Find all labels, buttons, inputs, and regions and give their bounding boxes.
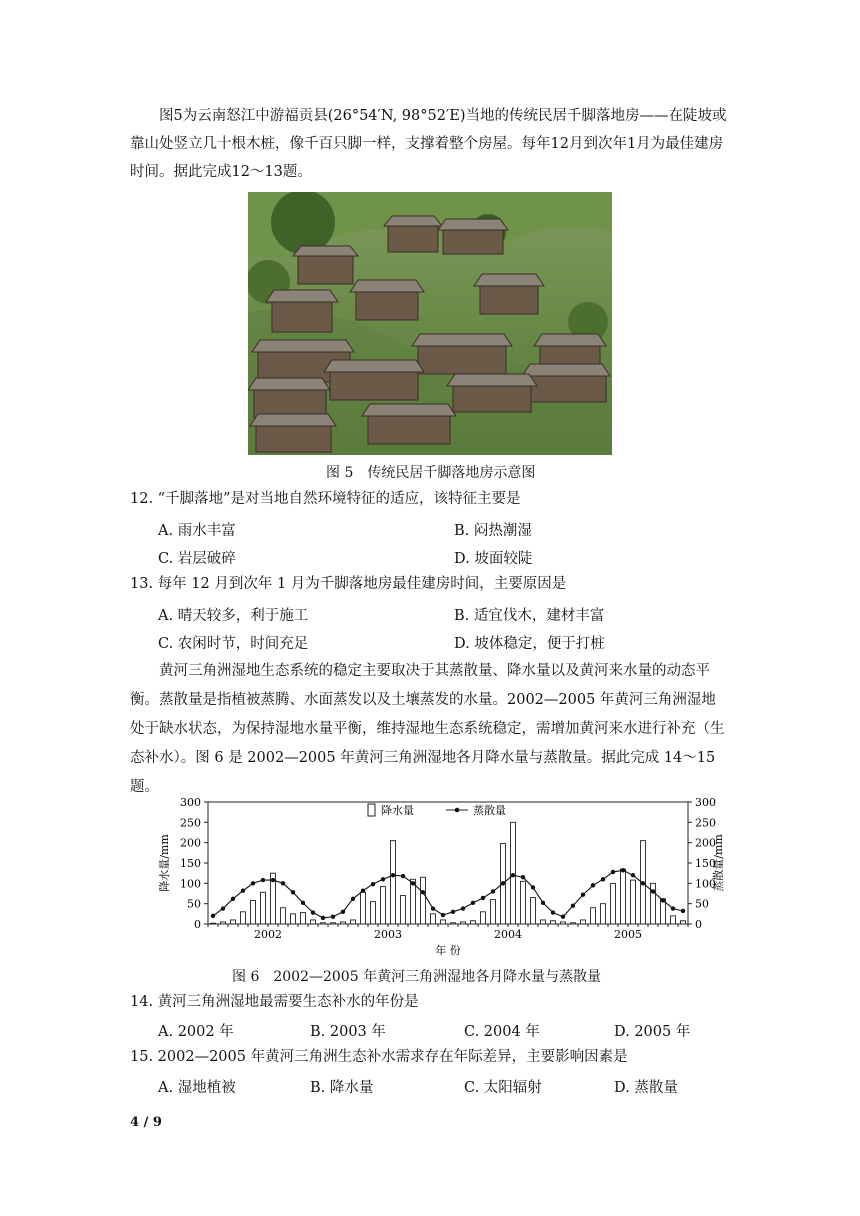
wetland-paragraph: 黄河三角洲湿地生态系统的稳定主要取决于其蒸散量、降水量以及黄河来水量的动态平衡。蒸散量是指植被蒸腾、水面蒸发以及土壤蒸发的水量。2002—2005 年黄河三角洲湿地处于缺水状态，为保持湿地水量平衡，维持湿地生态系统稳定，需增加黄河来水进行补充（生态补水）。图 6 是 2002—2005 年黄河三角洲湿地各月降水量与蒸散量。据此完成 14～15 题。 bbox=[130, 663, 725, 795]
evap-point bbox=[641, 881, 645, 885]
evap-point bbox=[341, 910, 345, 914]
precip-bar bbox=[341, 922, 346, 924]
q15-stem: 15. 2002—2005 年黄河三角洲生态补水需求存在年际差异，主要影响因素是 bbox=[130, 1049, 628, 1065]
evap-point bbox=[621, 868, 625, 872]
precip-bar bbox=[551, 921, 556, 924]
precip-bar bbox=[591, 908, 596, 924]
q12-option-c: C. 岩层破碎 bbox=[158, 551, 236, 567]
q15-option-c: C. 太阳辐射 bbox=[464, 1080, 542, 1096]
x-tick-label: 2004 bbox=[494, 928, 522, 941]
evap-point bbox=[661, 898, 665, 902]
precip-bar bbox=[371, 902, 376, 924]
legend-line-marker bbox=[455, 808, 460, 813]
evap-point bbox=[241, 888, 245, 892]
evap-point bbox=[491, 889, 495, 893]
precip-bar bbox=[581, 920, 586, 924]
evap-point bbox=[551, 910, 555, 914]
q14-option-c: C. 2004 年 bbox=[464, 1024, 540, 1040]
precip-bar bbox=[531, 898, 536, 924]
evap-point bbox=[501, 881, 505, 885]
x-tick-label: 2005 bbox=[614, 928, 642, 941]
evap-point bbox=[431, 906, 435, 910]
precip-bar bbox=[421, 877, 426, 924]
y-tick-label-right: 0 bbox=[695, 918, 702, 931]
precip-bar bbox=[331, 923, 336, 924]
precip-bar bbox=[381, 887, 386, 924]
precip-bar bbox=[631, 880, 636, 924]
q14-option-d: D. 2005 年 bbox=[614, 1024, 691, 1040]
evap-point bbox=[471, 901, 475, 905]
y-axis-title-right: 蒸散量/mm bbox=[712, 834, 725, 892]
evap-point bbox=[301, 901, 305, 905]
q12-option-d: D. 坡面较陡 bbox=[454, 551, 533, 567]
evap-point bbox=[581, 893, 585, 897]
y-tick-label-right: 50 bbox=[695, 897, 709, 911]
y-tick-label-left: 200 bbox=[180, 836, 201, 850]
precip-bar bbox=[321, 923, 326, 924]
evap-point bbox=[601, 877, 605, 881]
y-tick-label-left: 100 bbox=[180, 877, 201, 891]
legend-bar-swatch bbox=[368, 804, 375, 816]
intro-paragraph: 图5为云南怒江中游福贡县(26°54′N, 98°52′E)当地的传统民居千脚落地房——在陡坡或靠山处竖立几十根木桩，像千百只脚一样，支撑着整个房屋。每年12月到次年1月为最佳建房时间。据此完成12～13题。 bbox=[130, 108, 727, 180]
q15-option-b: B. 降水量 bbox=[310, 1080, 374, 1096]
y-tick-label-right: 200 bbox=[695, 836, 716, 850]
evap-point bbox=[461, 906, 465, 910]
y-tick-label-left: 50 bbox=[187, 897, 201, 911]
evap-point bbox=[211, 914, 215, 918]
q15-option-d: D. 蒸散量 bbox=[614, 1080, 678, 1096]
evap-point bbox=[351, 897, 355, 901]
evap-point bbox=[371, 882, 375, 886]
q14-option-b: B. 2003 年 bbox=[310, 1024, 386, 1040]
precip-bar bbox=[541, 920, 546, 924]
evap-point bbox=[271, 878, 275, 882]
precip-bar bbox=[361, 892, 366, 924]
precip-bar bbox=[431, 914, 436, 924]
q13-option-d: D. 坡体稳定，便于打桩 bbox=[454, 636, 605, 652]
precip-bar bbox=[231, 920, 236, 924]
y-tick-label-left: 300 bbox=[180, 796, 201, 809]
precip-bar bbox=[291, 914, 296, 924]
evap-point bbox=[561, 914, 565, 918]
y-tick-label-right: 150 bbox=[695, 857, 716, 870]
precip-bar bbox=[611, 883, 616, 924]
x-tick-label: 2002 bbox=[254, 928, 282, 941]
evap-point bbox=[381, 877, 385, 881]
precip-bar bbox=[401, 896, 406, 924]
evap-point bbox=[451, 910, 455, 914]
precip-bar bbox=[671, 916, 676, 924]
precip-bar bbox=[571, 923, 576, 924]
x-tick-label: 2003 bbox=[374, 928, 402, 941]
precip-bar bbox=[521, 881, 526, 924]
evap-point bbox=[331, 914, 335, 918]
q14-option-a: A. 2002 年 bbox=[158, 1024, 234, 1040]
y-tick-label-right: 250 bbox=[695, 816, 716, 830]
precip-bar bbox=[491, 900, 496, 924]
precip-bar bbox=[251, 900, 256, 924]
q13-option-c: C. 农闲时节，时间充足 bbox=[158, 636, 309, 652]
plot-frame bbox=[208, 802, 688, 924]
evap-point bbox=[481, 896, 485, 900]
precip-bar bbox=[621, 869, 626, 924]
evap-point bbox=[281, 881, 285, 885]
precip-evap-chart bbox=[150, 792, 730, 962]
q12-option-a: A. 雨水丰富 bbox=[158, 523, 236, 539]
evap-point bbox=[231, 897, 235, 901]
evap-point bbox=[511, 873, 515, 877]
y-tick-label-right: 100 bbox=[695, 877, 716, 891]
q13-stem: 13. 每年 12 月到次年 1 月为千脚落地房最佳建房时间，主要原因是 bbox=[130, 576, 567, 592]
precip-bar bbox=[211, 923, 216, 924]
legend-bar-label: 降水量 bbox=[381, 804, 414, 817]
evap-point bbox=[671, 906, 675, 910]
precip-bar bbox=[241, 912, 246, 924]
q13-option-a: A. 晴天较多，利于施工 bbox=[158, 608, 309, 624]
q12-stem: 12. “千脚落地”是对当地自然环境特征的适应，该特征主要是 bbox=[130, 491, 521, 507]
y-tick-label-left: 250 bbox=[180, 816, 201, 830]
evap-point bbox=[591, 883, 595, 887]
legend-line-label: 蒸散量 bbox=[473, 804, 506, 817]
figure5-caption: 图 5 传统民居千脚落地房示意图 bbox=[326, 465, 536, 481]
evap-point bbox=[631, 873, 635, 877]
evap-point bbox=[361, 888, 365, 892]
precip-bar bbox=[471, 921, 476, 924]
y-tick-label-right: 300 bbox=[695, 796, 716, 809]
evap-point bbox=[571, 904, 575, 908]
evap-point bbox=[441, 913, 445, 917]
q14-stem: 14. 黄河三角洲湿地最需要生态补水的年份是 bbox=[130, 994, 419, 1010]
precip-bar bbox=[281, 908, 286, 924]
precip-bar bbox=[481, 912, 486, 924]
evap-point bbox=[251, 881, 255, 885]
evap-point bbox=[311, 910, 315, 914]
precip-bar bbox=[461, 922, 466, 924]
precip-bar bbox=[441, 920, 446, 924]
y-tick-label-left: 150 bbox=[180, 857, 201, 870]
precip-bar bbox=[391, 841, 396, 924]
evap-point bbox=[321, 916, 325, 920]
evap-point bbox=[421, 890, 425, 894]
evap-point bbox=[541, 901, 545, 905]
evap-point bbox=[611, 870, 615, 874]
precip-bar bbox=[351, 920, 356, 924]
precip-bar bbox=[681, 921, 686, 924]
y-axis-title-left: 降水量/mm bbox=[158, 834, 171, 892]
figure6-caption: 图 6 2002—2005 年黄河三角洲湿地各月降水量与蒸散量 bbox=[232, 969, 602, 985]
precip-bar bbox=[261, 892, 266, 924]
evap-point bbox=[651, 889, 655, 893]
precip-bar bbox=[301, 913, 306, 924]
x-axis-title: 年 份 bbox=[435, 944, 461, 957]
evap-point bbox=[261, 878, 265, 882]
evap-point bbox=[411, 881, 415, 885]
evap-point bbox=[521, 875, 525, 879]
precip-bar bbox=[601, 904, 606, 924]
evap-point bbox=[681, 909, 685, 913]
precip-bar bbox=[221, 922, 226, 924]
evap-point bbox=[401, 874, 405, 878]
precip-bar bbox=[311, 920, 316, 924]
evap-point bbox=[391, 873, 395, 877]
precip-bar bbox=[451, 923, 456, 924]
q15-option-a: A. 湿地植被 bbox=[158, 1080, 236, 1096]
evap-point bbox=[221, 906, 225, 910]
page-number: 4 / 9 bbox=[130, 1115, 162, 1130]
evap-point bbox=[531, 885, 535, 889]
stilt-houses-photo bbox=[248, 192, 612, 455]
y-tick-label-left: 0 bbox=[194, 918, 201, 931]
q13-option-b: B. 适宜伐木，建材丰富 bbox=[454, 608, 605, 624]
q12-option-b: B. 闷热潮湿 bbox=[454, 523, 532, 539]
precip-bar bbox=[411, 879, 416, 924]
evap-point bbox=[291, 890, 295, 894]
precip-bar bbox=[561, 922, 566, 924]
